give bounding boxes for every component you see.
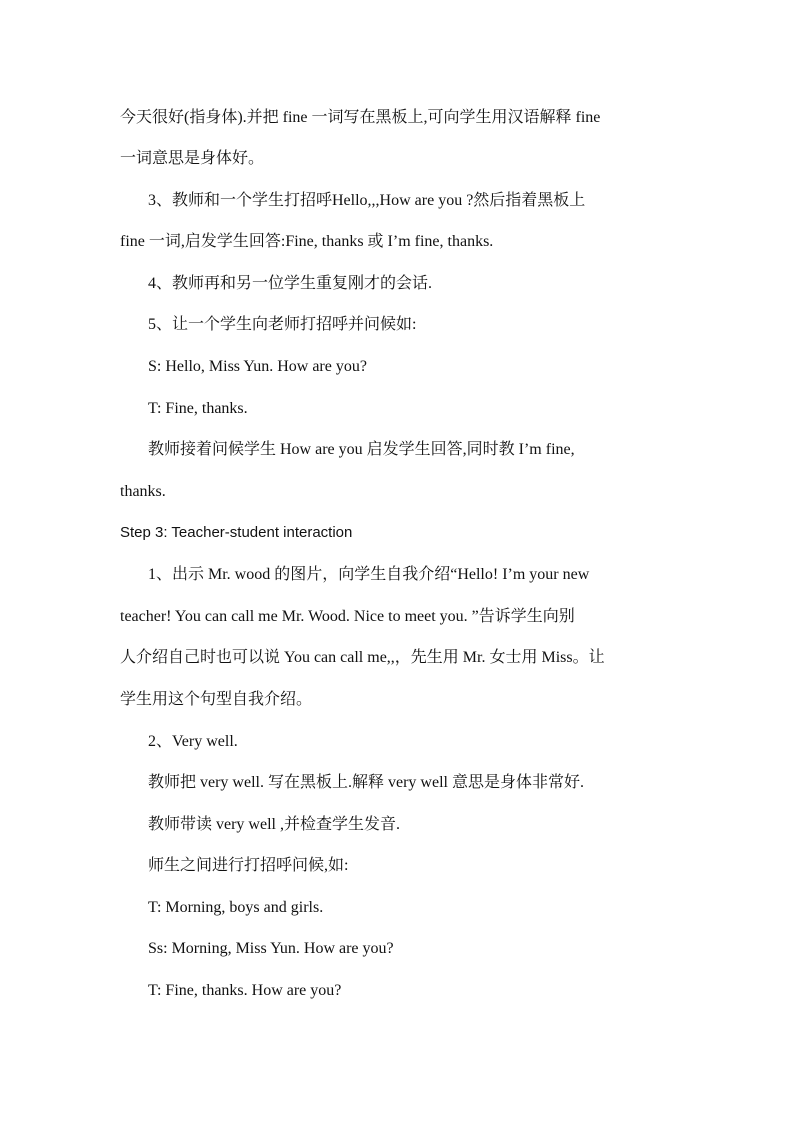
paragraph-line: fine 一词,启发学生回答:Fine, thanks 或 I’m fine, thanks. — [120, 233, 494, 250]
paragraph-line: 师生之间进行打招呼问候,如: — [148, 857, 349, 874]
dialogue-line: Ss: Morning, Miss Yun. How are you? — [148, 940, 394, 957]
paragraph-line: 2、Very well. — [148, 733, 238, 750]
dialogue-line: T: Morning, boys and girls. — [148, 899, 324, 916]
paragraph-line: 学生用这个句型自我介绍。 — [120, 691, 313, 708]
paragraph-line: 今天很好(指身体).并把 fine 一词写在黑板上,可向学生用汉语解释 fine — [120, 109, 601, 126]
paragraph-line: 4、教师再和另一位学生重复刚才的会话. — [148, 275, 433, 292]
paragraph-line: 教师接着问候学生 How are you 启发学生回答,同时教 I’m fine, — [148, 441, 575, 458]
dialogue-line: S: Hello, Miss Yun. How are you? — [148, 358, 367, 375]
paragraph-line: teacher! You can call me Mr. Wood. Nice to meet you. ”告诉学生向别 — [120, 608, 575, 625]
dialogue-line: T: Fine, thanks. How are you? — [148, 982, 342, 999]
dialogue-line: T: Fine, thanks. — [148, 400, 248, 417]
paragraph-line: 教师把 very well. 写在黑板上.解释 very well 意思是身体非常好. — [148, 774, 584, 791]
paragraph-line: thanks. — [120, 483, 166, 500]
paragraph-line: 人介绍自己时也可以说 You can call me,,，先生用 Mr. 女士用 Miss。让 — [120, 649, 605, 666]
paragraph-line: 一词意思是身体好。 — [120, 150, 265, 167]
paragraph-line: 1、出示 Mr. wood 的图片，向学生自我介绍“Hello! I’m your new — [148, 566, 590, 583]
section-heading: Step 3: Teacher-student interaction — [120, 524, 353, 541]
paragraph-line: 5、让一个学生向老师打招呼并问候如: — [148, 316, 417, 333]
paragraph-line: 教师带读 very well ,并检查学生发音. — [148, 816, 400, 833]
paragraph-line: 3、教师和一个学生打招呼Hello,,,How are you ?然后指着黑板上 — [148, 192, 586, 209]
